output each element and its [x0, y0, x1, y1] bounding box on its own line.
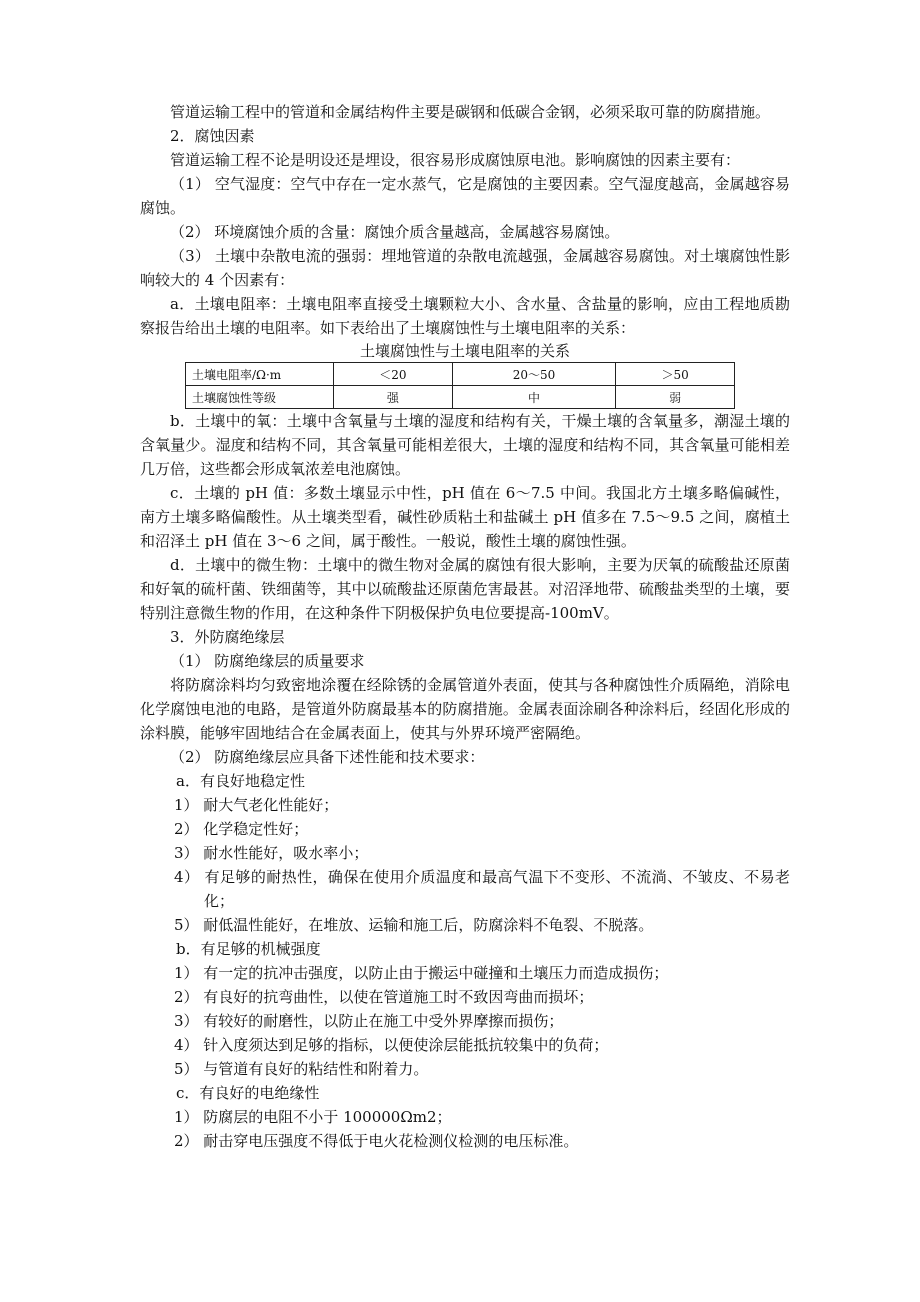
list-item: 1） 有一定的抗冲击强度，以防止由于搬运中碰撞和土壤压力而造成损伤；	[174, 964, 669, 982]
list-item: 2） 化学稳定性好；	[174, 820, 309, 838]
list-item: 5） 耐低温性能好，在堆放、运输和施工后，防腐涂料不龟裂、不脱落。	[174, 916, 654, 934]
table-cell: 土壤腐蚀性等级	[186, 386, 334, 409]
paragraph-soil-oxygen: b．土壤中的氧：土壤中含氧量与土壤的湿度和结构有关，干燥土壤的含氧量多，潮湿土壤的含氧量少。湿度和结构不同，其含氧量可能相差很大，土壤的湿度和结构不同，其含氧量可能相差几万倍，这些都会形成氧浓差电池腐蚀。	[140, 412, 790, 478]
section-title-insulation: c．有良好的电绝缘性	[176, 1084, 320, 1102]
section-title-stability: a．有良好地稳定性	[176, 772, 305, 790]
list-item: 1） 耐大气老化性能好；	[174, 796, 339, 814]
list-item: 3） 耐水性能好，吸水率小；	[174, 844, 369, 862]
heading-corrosion-factors: 2．腐蚀因素	[170, 127, 255, 145]
paragraph-factors-intro: 管道运输工程不论是明设还是埋设，很容易形成腐蚀原电池。影响腐蚀的因素主要有：	[170, 151, 741, 169]
table-row	[186, 363, 735, 386]
table-caption: 土壤腐蚀性与土壤电阻率的关系	[359, 342, 570, 360]
heading-coating-quality: （1） 防腐绝缘层的质量要求	[170, 652, 365, 670]
document-body	[140, 100, 790, 1153]
list-item: 4） 针入度须达到足够的指标，以便使涂层能抵抗较集中的负荷；	[174, 1036, 609, 1054]
list-item: 2） 有良好的抗弯曲性，以使在管道施工时不致因弯曲而损坏；	[174, 988, 594, 1006]
resistivity-table	[185, 362, 735, 409]
paragraph-factor-2: （2） 环境腐蚀介质的含量：腐蚀介质含量越高，金属越容易腐蚀。	[170, 223, 620, 241]
list-item: 2） 耐击穿电压强度不得低于电火花检测仪检测的电压标准。	[174, 1132, 579, 1150]
table-cell: 中	[452, 386, 616, 409]
paragraph-coating-description: 将防腐涂料均匀致密地涂覆在经除锈的金属管道外表面，使其与各种腐蚀性介质隔绝，消除电化学腐蚀电池的电路，是管道外防腐最基本的防腐措施。金属表面涂刷各种涂料后，经固化形成的涂料膜，能够牢固地结合在金属表面上，使其与外界环境严密隔绝。	[140, 676, 790, 742]
paragraph-soil-microbes: d．土壤中的微生物：土壤中的微生物对金属的腐蚀有很大影响，主要为厌氧的硫酸盐还原菌和好氧的硫杆菌、铁细菌等，其中以硫酸盐还原菌危害最甚。对沼泽地带、硫酸盐类型的土壤，要特别注意微生物的作用，在这种条件下阴极保护负电位要提高-100mV。	[140, 556, 790, 622]
table-cell: 20～50	[452, 363, 616, 386]
paragraph-soil-ph: c．土壤的 pH 值：多数土壤显示中性，pH 值在 6～7.5 中间。我国北方土壤多略偏碱性，南方土壤多略偏酸性。从土壤类型看，碱性砂质粘土和盐碱土 pH 值多在 7.5～9.5 之间，腐植土和沼泽土 pH 值在 3～6 之间，属于酸性。一般说，酸性土壤的腐蚀性强。	[140, 484, 790, 550]
table-cell: 弱	[616, 386, 735, 409]
heading-coating-requirements: （2） 防腐绝缘层应具备下述性能和技术要求：	[170, 748, 485, 766]
table-cell: 强	[334, 386, 453, 409]
heading-outer-coating: 3．外防腐绝缘层	[170, 628, 285, 646]
paragraph-factor-3: （3） 土壤中杂散电流的强弱：埋地管道的杂散电流越强，金属越容易腐蚀。对土壤腐蚀性影响较大的 4 个因素有：	[140, 247, 790, 289]
paragraph-intro: 管道运输工程中的管道和金属结构件主要是碳钢和低碳合金钢，必须采取可靠的防腐措施。	[170, 103, 771, 121]
section-title-mechanical: b．有足够的机械强度	[176, 940, 321, 958]
table-cell: ＞50	[616, 363, 735, 386]
table-cell: 土壤电阻率/Ω·m	[186, 363, 334, 386]
paragraph-factor-1: （1） 空气湿度：空气中存在一定水蒸气，它是腐蚀的主要因素。空气湿度越高，金属越容易腐蚀。	[140, 175, 790, 217]
list-item: 3） 有较好的耐磨性，以防止在施工中受外界摩擦而损伤；	[174, 1012, 564, 1030]
list-item: 1） 防腐层的电阻不小于 100000Ωm2；	[174, 1108, 452, 1126]
list-item: 5） 与管道有良好的粘结性和附着力。	[174, 1060, 429, 1078]
table-cell: ＜20	[334, 363, 453, 386]
table-row	[186, 386, 735, 409]
paragraph-soil-resistivity: a．土壤电阻率：土壤电阻率直接受土壤颗粒大小、含水量、含盐量的影响，应由工程地质勘察报告给出土壤的电阻率。如下表给出了土壤腐蚀性与土壤电阻率的关系：	[140, 295, 790, 337]
list-item: 4） 有足够的耐热性，确保在使用介质温度和最高气温下不变形、不流淌、不皱皮、不易老化；	[174, 868, 790, 910]
